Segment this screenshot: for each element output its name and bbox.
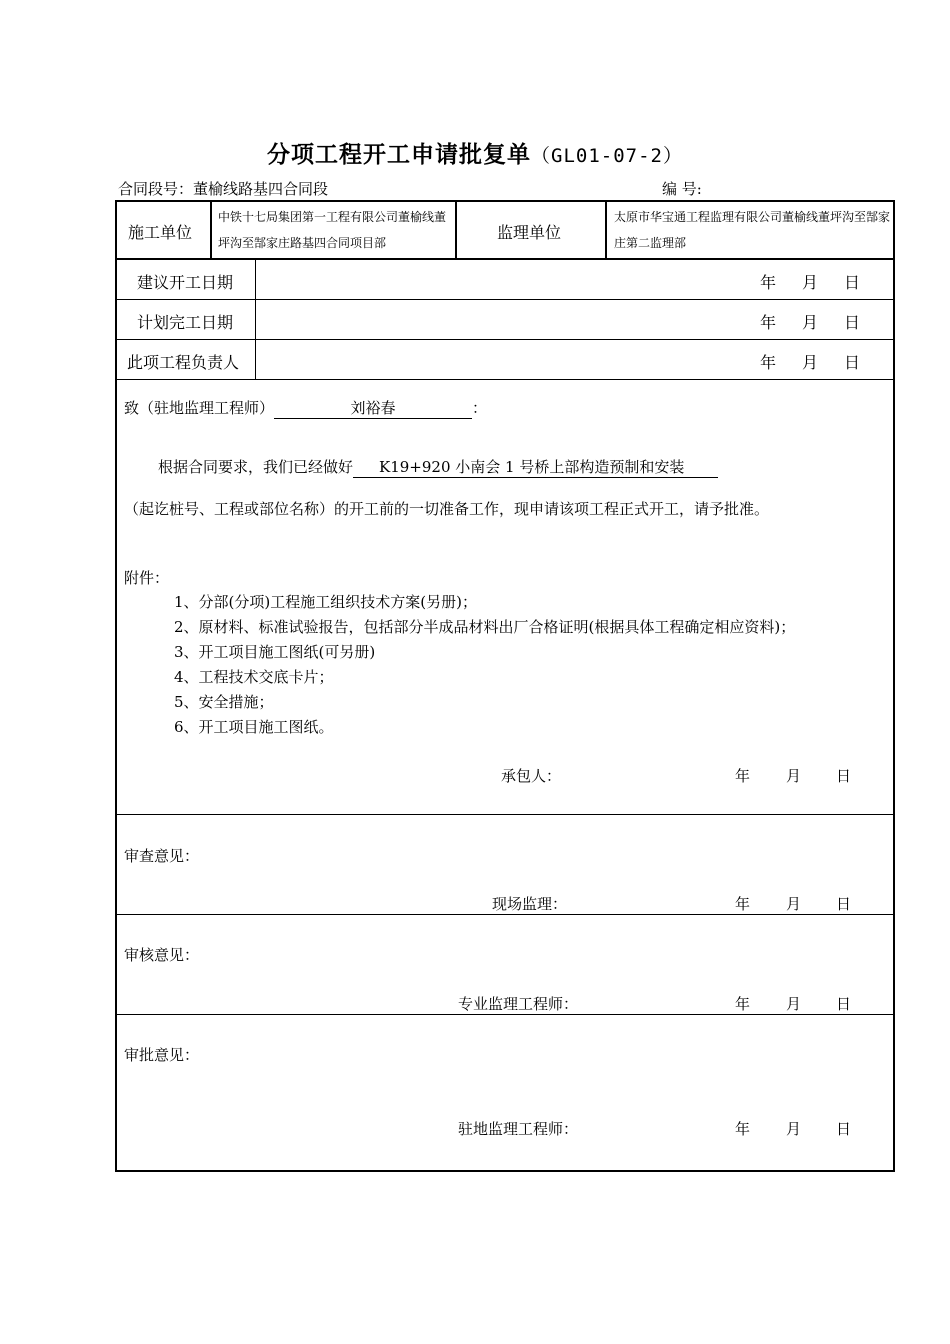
- date-year: 年: [735, 1120, 751, 1138]
- addressee-suffix: ：: [472, 399, 488, 417]
- date-day: 日: [836, 895, 852, 913]
- letter-body-line2: （起讫桩号、工程或部位名称）的开工前的一切准备工作，现申请该项工程正式开工，请予批准。: [124, 500, 770, 518]
- site-supervisor-label: 现场监理：: [492, 895, 568, 913]
- divider: [117, 1014, 893, 1015]
- divider: [117, 914, 893, 915]
- date-month: 月: [786, 767, 802, 785]
- date-day: 日: [844, 273, 861, 292]
- date-month: 月: [802, 313, 819, 332]
- attachment-item: 4、工程技术交底卡片；: [174, 668, 334, 686]
- date-year: 年: [735, 895, 751, 913]
- date-year: 年: [735, 767, 751, 785]
- divider: [605, 202, 607, 258]
- body-prefix: 根据合同要求，我们已经做好: [158, 458, 354, 476]
- attachment-item: 2、原材料、标准试验报告，包括部分半成品材料出厂合格证明(根据具体工程确定相应资料)；: [174, 618, 796, 636]
- date-year: 年: [760, 353, 777, 372]
- date-day: 日: [844, 313, 861, 332]
- addressee-name: [274, 397, 472, 419]
- divider: [117, 299, 893, 300]
- addressee-prefix: 致（驻地监理工程师）: [124, 399, 275, 417]
- approval-opinion-label: 审批意见：: [124, 1046, 200, 1064]
- planned-completion-date-label: 计划完工日期: [137, 313, 234, 332]
- date-day: 日: [836, 1120, 852, 1138]
- attachment-item: 3、开工项目施工图纸(可另册): [174, 643, 376, 661]
- construction-unit-value: 中铁十七局集团第一工程有限公司董榆线董坪沟至郜家庄路基四合同项目部: [218, 210, 447, 250]
- audit-opinion-label: 审核意见：: [124, 946, 200, 964]
- attachment-item: 5、安全措施；: [174, 693, 274, 711]
- divider: [210, 202, 212, 258]
- date-month: 月: [802, 353, 819, 372]
- date-day: 日: [836, 995, 852, 1013]
- supervision-unit-label: 监理单位: [497, 223, 562, 242]
- divider: [117, 339, 893, 340]
- title-code: （GL01-07-2）: [531, 145, 683, 167]
- contractor-label: 承包人：: [501, 767, 562, 785]
- project-leader-label: 此项工程负责人: [127, 353, 240, 372]
- specialist-engineer-label: 专业监理工程师：: [458, 995, 579, 1013]
- proposed-start-date-label: 建议开工日期: [137, 273, 234, 292]
- date-month: 月: [802, 273, 819, 292]
- title-text: 分项工程开工申请批复单: [267, 141, 532, 168]
- serial-number-label: 编 号:: [662, 180, 702, 198]
- contract-section: 合同段号：董榆线路基四合同段: [118, 180, 329, 198]
- supervision-unit-value: 太原市华宝通工程监理有限公司董榆线董坪沟至郜家庄第二监理部: [614, 210, 891, 250]
- date-year: 年: [760, 313, 777, 332]
- date-year: 年: [760, 273, 777, 292]
- divider: [455, 202, 457, 258]
- attachment-item: 1、分部(分项)工程施工组织技术方案(另册)；: [174, 593, 477, 611]
- page-title: [0, 136, 950, 169]
- date-month: 月: [786, 1120, 802, 1138]
- attachments-label: 附件：: [124, 569, 170, 587]
- attachment-item: 6、开工项目施工图纸。: [174, 718, 334, 736]
- date-day: 日: [836, 767, 852, 785]
- divider: [117, 814, 893, 815]
- addressee-name-text: 刘裕春: [350, 399, 396, 417]
- body-work-item: K19+920 小南会 1 号桥上部构造预制和安装: [353, 456, 718, 478]
- date-year: 年: [735, 995, 751, 1013]
- divider: [255, 259, 256, 379]
- letter-addressee: [124, 397, 487, 419]
- date-day: 日: [844, 353, 861, 372]
- construction-unit-label: 施工单位: [128, 223, 193, 242]
- date-month: 月: [786, 895, 802, 913]
- date-month: 月: [786, 995, 802, 1013]
- divider: [117, 379, 893, 380]
- resident-engineer-label: 驻地监理工程师：: [458, 1120, 579, 1138]
- divider: [117, 258, 893, 260]
- review-opinion-label: 审查意见：: [124, 847, 200, 865]
- letter-body-line1: [158, 456, 718, 478]
